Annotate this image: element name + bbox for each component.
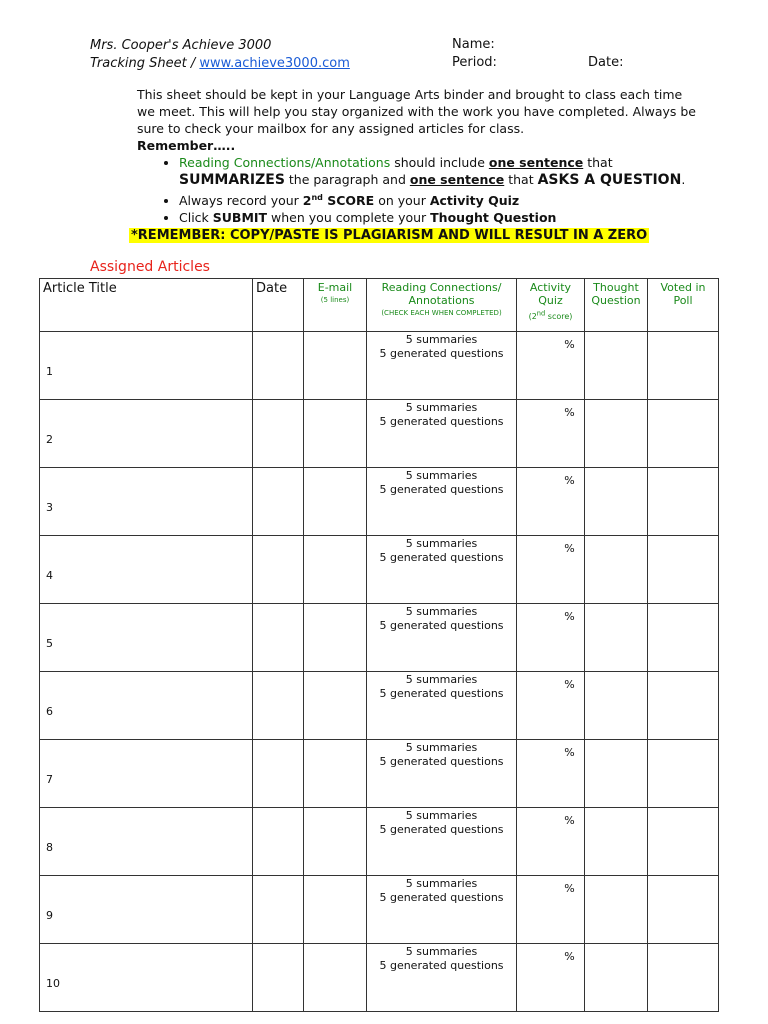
voted-poll-cell[interactable] [648,332,719,400]
percent-sign: % [564,950,575,963]
rule-submit [179,209,697,226]
rule1-text: that [583,155,613,170]
plagiarism-warning: *REMEMBER: COPY/PASTE IS PLAGIARISM AND WILL RESULT IN A ZERO [131,228,648,243]
rule2-text: Always record your [179,193,303,209]
article-title-cell[interactable]: 4 [40,536,253,604]
voted-poll-cell[interactable] [648,536,719,604]
questions-label: 5 generated questions [379,415,504,428]
col-email-note: (5 lines) [320,296,350,304]
rule1-emph: one sentence [409,172,505,187]
rule3-submit: SUBMIT [212,210,268,226]
article-title-cell[interactable]: 9 [40,876,253,944]
date-cell[interactable] [253,672,304,740]
col-quiz-note-b: score) [545,311,573,321]
article-title-cell[interactable]: 6 [40,672,253,740]
rule-score [179,189,697,209]
tracking-sheet-line [90,55,350,73]
date-cell[interactable] [253,536,304,604]
date-cell[interactable] [253,604,304,672]
percent-sign: % [564,474,575,487]
thought-question-cell[interactable] [585,332,648,400]
achieve3000-link[interactable]: www.achieve3000.com [199,56,350,71]
col-thought-question: Thought Question [585,279,648,332]
thought-question-cell[interactable] [585,876,648,944]
reading-connections-cell[interactable] [367,332,517,400]
quiz-percent-cell[interactable] [517,876,585,944]
thought-question-cell[interactable] [585,468,648,536]
summaries-label: 5 summaries [405,333,478,346]
reading-connections-cell[interactable] [367,944,517,1012]
col-quiz-note [528,309,573,321]
instructions [137,86,697,226]
reading-connections-cell[interactable] [367,672,517,740]
email-cell[interactable] [304,400,367,468]
rule2-quiz: Activity Quiz [429,193,520,209]
summaries-label: 5 summaries [405,741,478,754]
email-cell[interactable] [304,536,367,604]
article-title-cell[interactable]: 3 [40,468,253,536]
table-row [40,740,719,808]
percent-sign: % [564,542,575,555]
rule1-text: that [504,172,538,187]
quiz-percent-cell[interactable] [517,808,585,876]
date-cell[interactable] [253,400,304,468]
email-cell[interactable] [304,876,367,944]
rule1-text: . [681,172,686,187]
email-cell[interactable] [304,808,367,876]
rule3-text: when you complete your [267,210,431,226]
percent-sign: % [564,746,575,759]
thought-question-cell[interactable] [585,672,648,740]
col-reading-note: (CHECK EACH WHEN COMPLETED) [381,309,502,317]
email-cell[interactable] [304,740,367,808]
rule2-text: on your [374,193,430,209]
period-label: Period: [452,55,497,70]
article-title-cell[interactable]: 7 [40,740,253,808]
summaries-label: 5 summaries [405,605,478,618]
percent-sign: % [564,406,575,419]
quiz-percent-cell[interactable] [517,332,585,400]
email-cell[interactable] [304,672,367,740]
voted-poll-cell[interactable] [648,604,719,672]
reading-connections-cell[interactable] [367,468,517,536]
col-reading-label: Reading Connections/ Annotations [381,281,502,307]
quiz-percent-cell[interactable] [517,604,585,672]
table-header-row [40,279,719,332]
rule1-summarizes: SUMMARIZES [179,172,285,188]
summaries-label: 5 summaries [405,809,478,822]
rule3-text: Click [179,210,213,226]
reading-connections-cell[interactable] [367,604,517,672]
document-title: Mrs. Cooper's Achieve 3000 [90,38,272,53]
date-cell[interactable] [253,944,304,1012]
col-article-title: Article Title [40,279,253,332]
questions-label: 5 generated questions [379,823,504,836]
reading-connections-cell[interactable] [367,808,517,876]
table-row [40,604,719,672]
rule1-topic: Reading Connections/Annotations [179,155,391,170]
col-activity-quiz [517,279,585,332]
col-quiz-note-sup: nd [536,309,546,317]
table-row [40,876,719,944]
date-cell[interactable] [253,876,304,944]
questions-label: 5 generated questions [379,483,504,496]
quiz-percent-cell[interactable] [517,536,585,604]
assigned-articles-heading: Assigned Articles [90,259,210,275]
intro-paragraph: This sheet should be kept in your Language Arts binder and brought to class each time we meet. This will help you stay organized with the work you have completed. Always be sure to check your mailbox for any assigned articles for class. [137,87,696,136]
reading-connections-cell[interactable] [367,400,517,468]
questions-label: 5 generated questions [379,619,504,632]
table-body [40,332,719,1012]
email-cell[interactable] [304,332,367,400]
quiz-percent-cell[interactable] [517,400,585,468]
col-email [304,279,367,332]
voted-poll-cell[interactable] [648,944,719,1012]
rule1-text: the paragraph and [284,172,410,187]
rule1-emph: one sentence [488,155,584,170]
percent-sign: % [564,678,575,691]
tracking-table [39,278,719,1012]
date-cell[interactable] [253,740,304,808]
reading-connections-cell[interactable] [367,536,517,604]
article-title-cell[interactable]: 5 [40,604,253,672]
col-quiz-note-a: (2 [528,311,537,321]
thought-question-cell[interactable] [585,604,648,672]
summaries-label: 5 summaries [405,945,478,958]
questions-label: 5 generated questions [379,891,504,904]
table-row [40,400,719,468]
date-cell[interactable] [253,332,304,400]
quiz-percent-cell[interactable] [517,672,585,740]
header-title-block [90,37,350,73]
rules-list [137,154,697,226]
remember-heading: Remember….. [137,138,236,153]
thought-question-cell[interactable] [585,740,648,808]
quiz-percent-cell[interactable] [517,468,585,536]
table-row [40,672,719,740]
quiz-percent-cell[interactable] [517,944,585,1012]
rule2-num: 2 [302,193,312,209]
thought-question-cell[interactable] [585,944,648,1012]
percent-sign: % [564,814,575,827]
voted-poll-cell[interactable] [648,672,719,740]
table-row [40,808,719,876]
reading-connections-cell[interactable] [367,876,517,944]
voted-poll-cell[interactable] [648,876,719,944]
rule2-score: SCORE [322,193,375,209]
table-row [40,468,719,536]
voted-poll-cell[interactable] [648,740,719,808]
summaries-label: 5 summaries [405,401,478,414]
col-email-label: E-mail [317,281,353,294]
date-cell[interactable] [253,808,304,876]
table-row [40,332,719,400]
rule2-sup: nd [311,193,323,202]
date-cell[interactable] [253,468,304,536]
article-title-cell[interactable]: 1 [40,332,253,400]
email-cell[interactable] [304,604,367,672]
thought-question-cell[interactable] [585,808,648,876]
summaries-label: 5 summaries [405,469,478,482]
col-date: Date [253,279,304,332]
article-title-cell[interactable]: 10 [40,944,253,1012]
name-label: Name: [452,37,495,52]
voted-poll-cell[interactable] [648,808,719,876]
percent-sign: % [564,338,575,351]
quiz-percent-cell[interactable] [517,740,585,808]
questions-label: 5 generated questions [379,755,504,768]
rule1-asks-question: ASKS A QUESTION [537,172,682,188]
thought-question-cell[interactable] [585,536,648,604]
article-title-cell[interactable]: 2 [40,400,253,468]
email-cell[interactable] [304,468,367,536]
reading-connections-cell[interactable] [367,740,517,808]
voted-poll-cell[interactable] [648,400,719,468]
summaries-label: 5 summaries [405,673,478,686]
summaries-label: 5 summaries [405,537,478,550]
rule1-text: should include [390,155,489,170]
questions-label: 5 generated questions [379,347,504,360]
thought-question-cell[interactable] [585,400,648,468]
table-row [40,944,719,1012]
rule3-thought: Thought Question [430,210,557,226]
table-row [40,536,719,604]
rule-annotations [179,154,697,189]
tracking-sheet-label: Tracking Sheet / [90,56,200,71]
article-title-cell[interactable]: 8 [40,808,253,876]
date-label: Date: [588,55,624,70]
questions-label: 5 generated questions [379,959,504,972]
voted-poll-cell[interactable] [648,468,719,536]
col-quiz-label: Activity Quiz [529,281,572,307]
questions-label: 5 generated questions [379,551,504,564]
col-voted-poll: Voted in Poll [648,279,719,332]
percent-sign: % [564,610,575,623]
questions-label: 5 generated questions [379,687,504,700]
summaries-label: 5 summaries [405,877,478,890]
percent-sign: % [564,882,575,895]
email-cell[interactable] [304,944,367,1012]
col-reading-connections [367,279,517,332]
